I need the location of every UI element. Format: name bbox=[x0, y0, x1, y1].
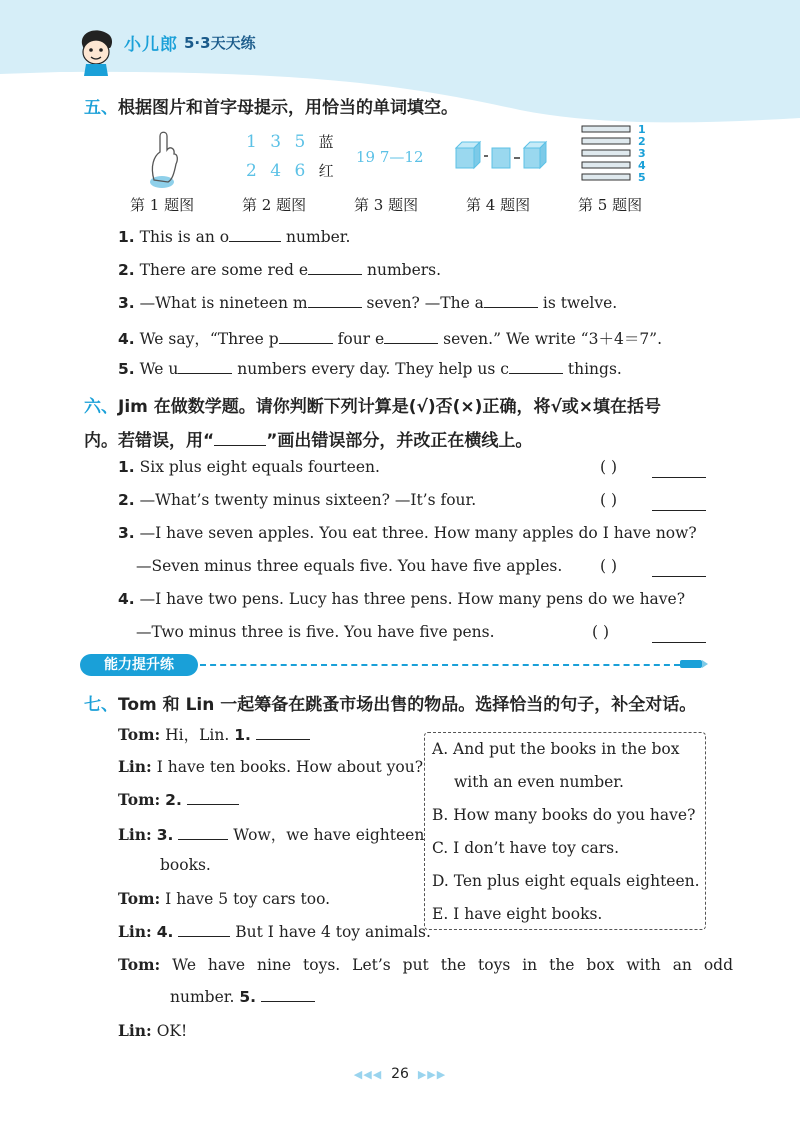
item-number: 3. bbox=[118, 524, 135, 542]
correction-line[interactable] bbox=[652, 641, 706, 643]
dialog-line-7b bbox=[170, 988, 315, 1006]
s6-item-4-line2: —Two minus three is five. You have five pens. bbox=[136, 623, 495, 641]
answer-blank[interactable] bbox=[308, 273, 362, 275]
hand-figure bbox=[140, 126, 190, 192]
item-text: —What is nineteen m bbox=[139, 294, 308, 312]
item-text: numbers. bbox=[362, 261, 442, 279]
banner-divider bbox=[200, 664, 680, 666]
dialog-text: number. bbox=[170, 988, 240, 1006]
next-arrows-icon: ▶▶▶ bbox=[417, 1068, 447, 1081]
item-text: seven.” We write “3＋4＝7”. bbox=[438, 330, 663, 348]
item-text: Six plus eight equals fourteen. bbox=[139, 458, 380, 476]
options-box bbox=[424, 732, 706, 930]
item-text: We u bbox=[139, 360, 179, 378]
subtraction-figure: 19 7—12 bbox=[356, 148, 424, 166]
judge-paren[interactable]: ( ) bbox=[600, 458, 618, 476]
correction-line[interactable] bbox=[652, 509, 706, 511]
item-text: We say，“Three p bbox=[139, 330, 279, 348]
item-text: —What’s twenty minus sixteen? —It’s four. bbox=[139, 491, 477, 509]
caption-3: 第 3 题图 bbox=[354, 196, 419, 214]
section-7-title bbox=[84, 690, 696, 715]
item-text: —I have seven apples. You eat three. How many apples do I have now? bbox=[139, 524, 697, 542]
speaker: Tom: bbox=[118, 889, 161, 908]
blocks-figure bbox=[452, 140, 548, 174]
item-number: 4. bbox=[118, 330, 135, 348]
s5-item-1 bbox=[118, 228, 350, 246]
caption-2: 第 2 题图 bbox=[242, 196, 307, 214]
s6-item-2 bbox=[118, 491, 476, 509]
dialog-line-7 bbox=[118, 955, 733, 974]
pen-number: 1 bbox=[638, 123, 646, 136]
answer-blank[interactable] bbox=[178, 838, 228, 840]
s5-item-2 bbox=[118, 261, 441, 279]
s5-item-3 bbox=[118, 294, 617, 312]
section-6-text: 内。若错误，用“ bbox=[84, 431, 215, 451]
dialog-text: I have 5 toy cars too. bbox=[165, 890, 331, 908]
correction-line[interactable] bbox=[652, 476, 706, 478]
item-text: four e bbox=[332, 330, 385, 348]
brand-series: 5·3天天练 bbox=[184, 34, 256, 52]
section-5-title bbox=[84, 93, 458, 118]
section-6-text: ”画出错误部分，并改正在横线上。 bbox=[266, 431, 533, 451]
pen-number: 4 bbox=[638, 159, 646, 172]
pen-number: 2 bbox=[638, 135, 646, 148]
pen-number: 3 bbox=[638, 147, 646, 160]
option-a-cont: with an even number. bbox=[454, 773, 624, 791]
dialog-text: Wow，we have eighteen bbox=[233, 826, 425, 844]
dialog-text: But I have 4 toy animals. bbox=[235, 923, 431, 941]
color-red-label: 红 bbox=[318, 162, 334, 180]
section-7-number: 七、 bbox=[84, 695, 118, 715]
s5-item-4 bbox=[118, 327, 662, 349]
section-5-text: 根据图片和首字母提示，用恰当的单词填空。 bbox=[118, 98, 458, 118]
speaker: Tom: bbox=[118, 725, 161, 744]
even-numbers-figure bbox=[246, 160, 334, 181]
answer-blank[interactable] bbox=[187, 803, 239, 805]
item-number: 1. bbox=[234, 726, 251, 744]
item-number: 3. bbox=[118, 294, 135, 312]
caption-1: 第 1 题图 bbox=[130, 196, 195, 214]
prev-arrows-icon: ◀◀◀ bbox=[353, 1068, 383, 1081]
item-number: 5. bbox=[118, 360, 135, 378]
speaker: Tom: bbox=[118, 790, 161, 809]
answer-blank[interactable] bbox=[178, 372, 232, 374]
dialog-line-6 bbox=[118, 922, 431, 941]
option-e: E. I have eight books. bbox=[432, 905, 603, 923]
dialog-text: OK! bbox=[156, 1022, 188, 1040]
dialog-text: I have ten books. How about you? bbox=[156, 758, 424, 776]
odd-numbers-figure bbox=[246, 131, 334, 152]
caption-5: 第 5 题图 bbox=[578, 196, 643, 214]
item-text: is twelve. bbox=[537, 294, 618, 312]
brand bbox=[124, 30, 256, 55]
judge-paren[interactable]: ( ) bbox=[600, 491, 618, 509]
judge-paren[interactable]: ( ) bbox=[592, 623, 610, 641]
item-text: This is an o bbox=[139, 228, 230, 246]
page-number: 26 bbox=[391, 1066, 409, 1082]
item-text: number. bbox=[281, 228, 351, 246]
dialog-text: Hi，Lin. bbox=[165, 726, 235, 744]
option-a: A. And put the books in the box bbox=[432, 740, 680, 758]
speaker: Lin: bbox=[118, 922, 152, 941]
answer-blank[interactable] bbox=[308, 306, 362, 308]
answer-blank[interactable] bbox=[484, 306, 538, 308]
s6-item-3-line2: —Seven minus three equals five. You have five apples. bbox=[136, 557, 563, 575]
answer-blank[interactable] bbox=[279, 342, 333, 344]
item-number: 4. bbox=[156, 923, 174, 941]
pen-number: 5 bbox=[638, 171, 646, 184]
dialog-line-4 bbox=[118, 823, 424, 845]
speaker: Tom: bbox=[118, 955, 161, 974]
s6-item-3 bbox=[118, 524, 697, 542]
item-text: things. bbox=[562, 360, 622, 378]
dialog-line-3 bbox=[118, 790, 239, 809]
section-7-text: Tom 和 Lin 一起筹备在跳蚤市场出售的物品。选择恰当的句子，补全对话。 bbox=[118, 695, 697, 715]
section-6-text: Jim 在做数学题。请你判断下列计算是(√)否(×)正确，将√或×填在括号 bbox=[118, 397, 662, 417]
answer-blank[interactable] bbox=[178, 935, 230, 937]
s6-item-4 bbox=[118, 590, 685, 608]
item-number: 2. bbox=[118, 491, 135, 509]
option-c: C. I don’t have toy cars. bbox=[432, 839, 620, 857]
caption-4: 第 4 题图 bbox=[466, 196, 531, 214]
item-number: 2. bbox=[165, 791, 182, 809]
item-number: 4. bbox=[118, 590, 135, 608]
item-number: 5. bbox=[239, 988, 257, 1006]
dialog-text: We have nine toys. Let’s put the toys in the box with an odd bbox=[172, 956, 734, 974]
answer-blank[interactable] bbox=[256, 738, 310, 740]
speaker: Lin: bbox=[118, 825, 152, 844]
pens-numbers bbox=[638, 124, 646, 184]
answer-blank[interactable] bbox=[261, 1000, 315, 1002]
page-footer bbox=[0, 1066, 800, 1082]
section-5-number: 五、 bbox=[84, 98, 118, 118]
s6-item-1 bbox=[118, 458, 380, 476]
dialog-line-8 bbox=[118, 1021, 187, 1040]
section-6-title-line2 bbox=[84, 426, 532, 451]
mascot-icon bbox=[76, 26, 116, 76]
color-blue-label: 蓝 bbox=[318, 133, 334, 151]
answer-blank[interactable] bbox=[384, 342, 438, 344]
speaker: Lin: bbox=[118, 1021, 152, 1040]
item-number: 1. bbox=[118, 458, 135, 476]
item-text: —I have two pens. Lucy has three pens. How many pens do we have? bbox=[139, 590, 686, 608]
dialog-line-4b: books. bbox=[160, 856, 211, 874]
even-numbers: 2 4 6 bbox=[246, 161, 310, 181]
answer-blank[interactable] bbox=[229, 240, 281, 242]
brand-logo: 小儿郎 bbox=[124, 35, 178, 55]
item-number: 1. bbox=[118, 228, 135, 246]
correction-line[interactable] bbox=[652, 575, 706, 577]
dialog-line-5 bbox=[118, 889, 330, 908]
item-text: seven? —The a bbox=[361, 294, 484, 312]
section-6-title bbox=[84, 392, 661, 417]
item-number: 3. bbox=[156, 826, 174, 844]
speaker: Lin: bbox=[118, 757, 152, 776]
item-text: There are some red e bbox=[139, 261, 309, 279]
odd-numbers: 1 3 5 bbox=[246, 132, 310, 152]
pens-figure bbox=[576, 124, 638, 188]
item-number: 2. bbox=[118, 261, 135, 279]
option-b: B. How many books do you have? bbox=[432, 806, 696, 824]
pencil-icon bbox=[680, 658, 708, 670]
s5-item-5 bbox=[118, 360, 622, 378]
ability-banner: 能力提升练 bbox=[80, 654, 198, 676]
answer-blank[interactable] bbox=[509, 372, 563, 374]
dialog-line-1 bbox=[118, 723, 310, 745]
section-6-number: 六、 bbox=[84, 397, 118, 417]
option-d: D. Ten plus eight equals eighteen. bbox=[432, 872, 700, 890]
item-text: numbers every day. They help us c bbox=[232, 360, 509, 378]
underline-sample bbox=[214, 444, 266, 446]
judge-paren[interactable]: ( ) bbox=[600, 557, 618, 575]
dialog-line-2 bbox=[118, 757, 423, 776]
